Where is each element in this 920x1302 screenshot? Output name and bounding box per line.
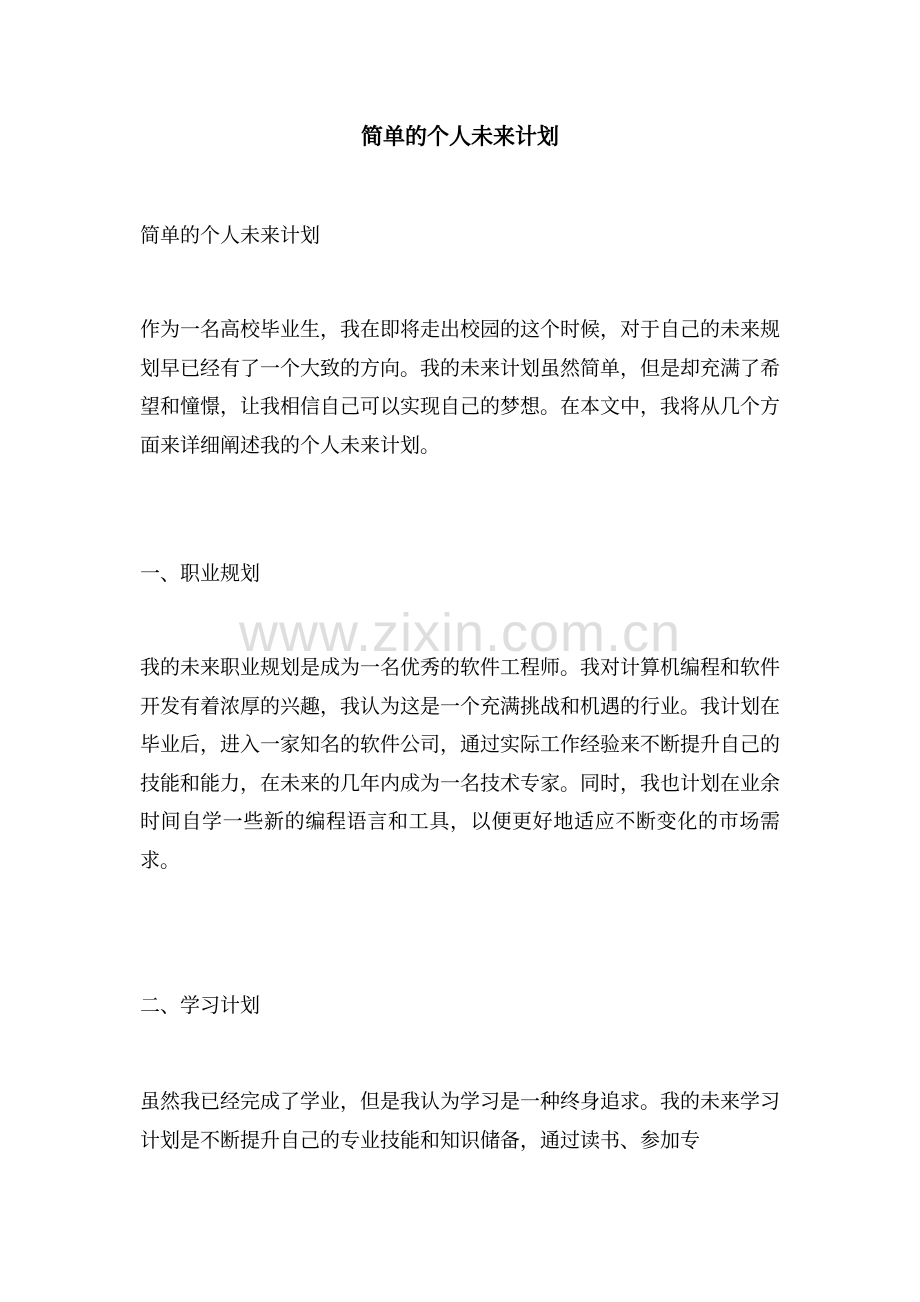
section-heading-study: 二、学习计划: [140, 993, 260, 1017]
section-heading-career: 一、职业规划: [140, 561, 260, 585]
section-body-study: 虽然我已经完成了学业，但是我认为学习是一种终身追求。我的未来学习计划是不断提升自己的专业技能和知识储备，通过读书、参加专: [140, 1089, 780, 1152]
intro-paragraph: 作为一名高校毕业生，我在即将走出校园的这个时候，对于自己的未来规划早已经有了一个大致的方向。我的未来计划虽然简单，但是却充满了希望和憧憬，让我相信自己可以实现自己的梦想。在本文中，我将从几个方面来详细阐述我的个人未来计划。: [140, 317, 780, 457]
section-body-career: 我的未来职业规划是成为一名优秀的软件工程师。我对计算机编程和软件开发有着浓厚的兴趣，我认为这是一个充满挑战和机遇的行业。我计划在毕业后，进入一家知名的软件公司，通过实际工作经验来不断提升自己的技能和能力，在未来的几年内成为一名技术专家。同时，我也计划在业余时间自学一些新的编程语言和工具，以便更好地适应不断变化的市场需求。: [140, 655, 780, 872]
document-title: 简单的个人未来计划: [360, 124, 559, 150]
watermark: www.zixin.com.cn: [238, 603, 682, 663]
document-subtitle: 简单的个人未来计划: [140, 223, 320, 247]
